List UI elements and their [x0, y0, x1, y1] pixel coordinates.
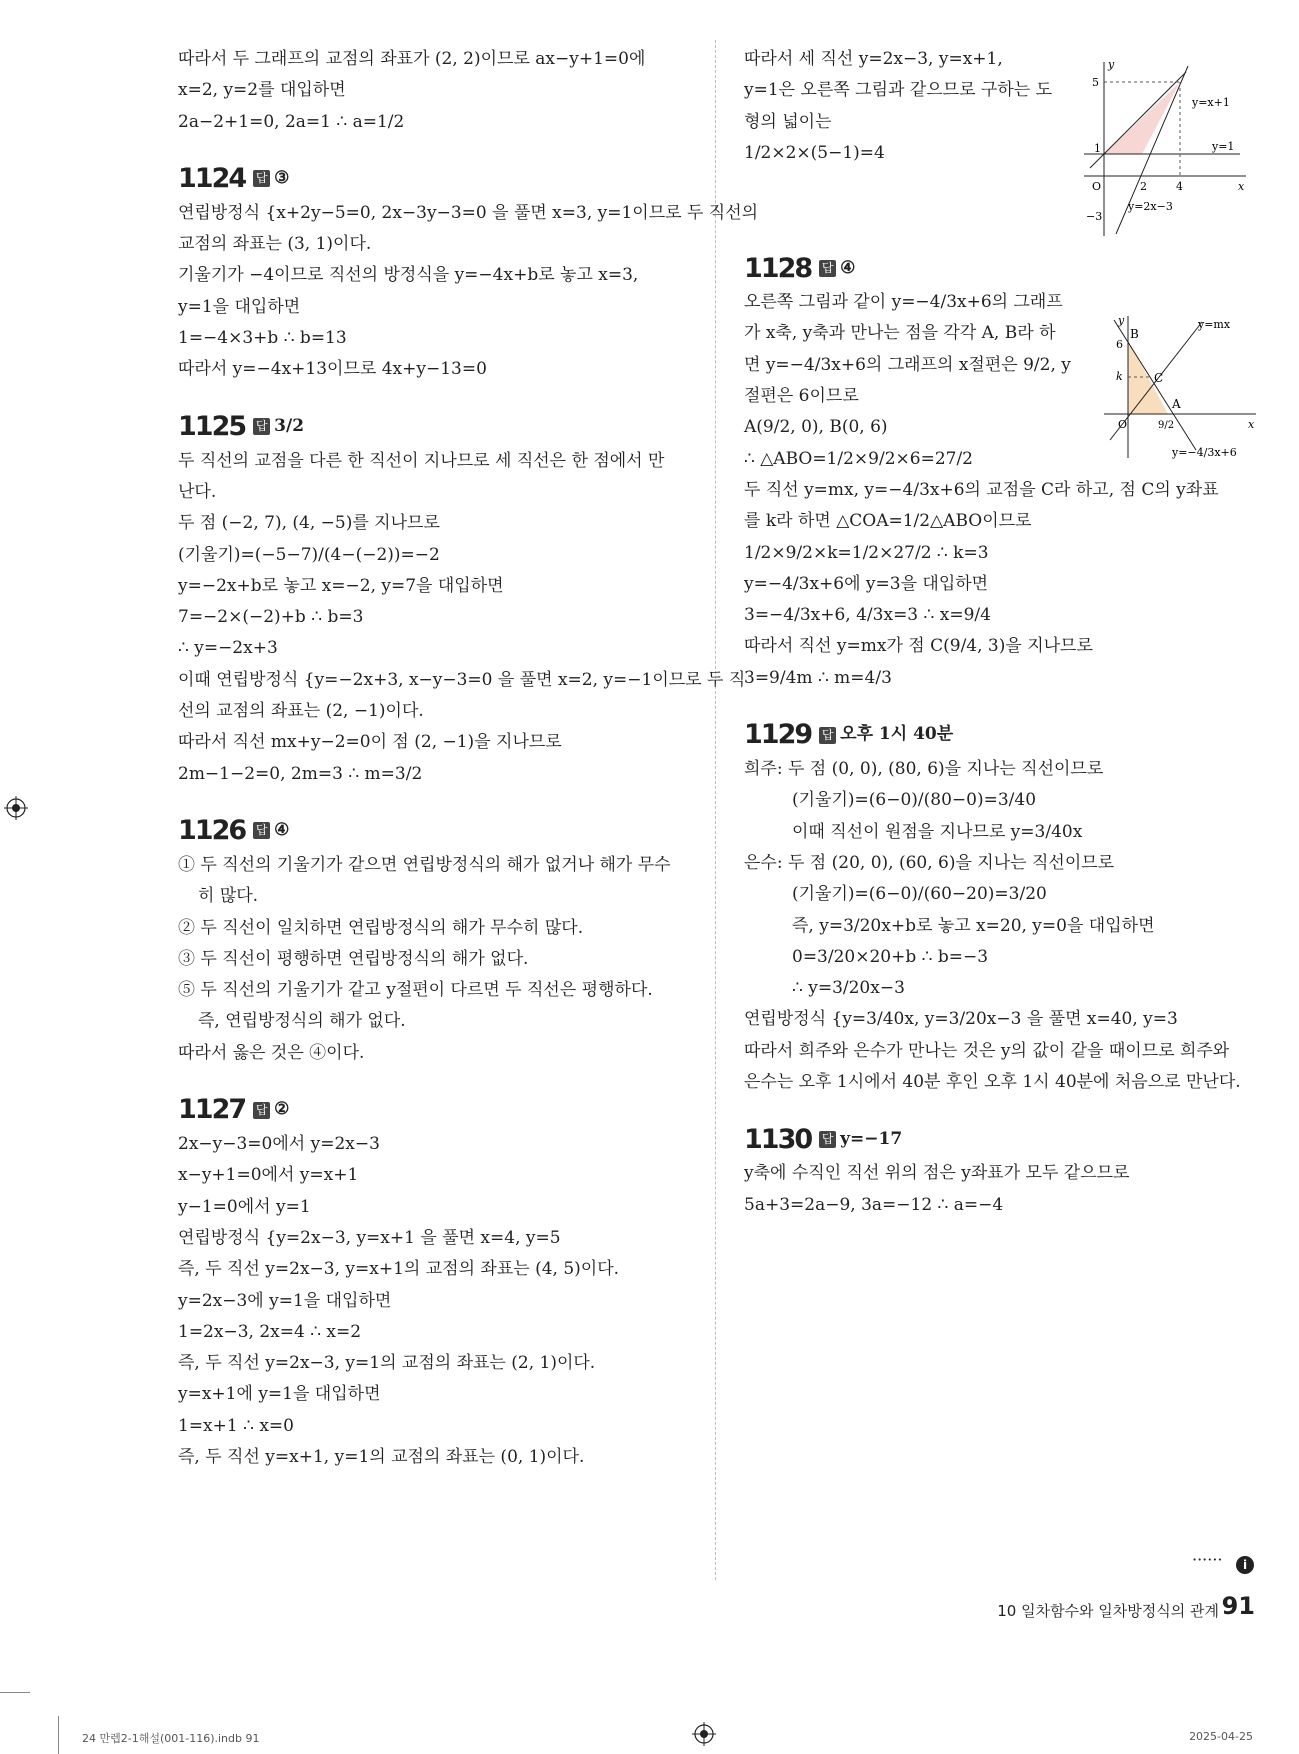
answer-value: ② [274, 1099, 290, 1120]
text-line: 난다. [178, 481, 217, 502]
text-line: ① 두 직선의 기울기가 같으면 연립방정식의 해가 없거나 해가 무수 [178, 854, 671, 875]
text-line: y=1을 대입하면 [178, 296, 301, 317]
fig-label: x [1248, 418, 1255, 431]
text-line: 즉, y=3/20x+b로 놓고 x=20, y=0을 대입하면 [792, 915, 1155, 936]
text-line: 은수: 두 점 (20, 0), (60, 6)을 지나는 직선이므로 [744, 852, 1115, 873]
problem-header-1129 [744, 716, 1256, 754]
registration-mark-icon [692, 1722, 716, 1746]
problem-number: 1128 [744, 252, 812, 284]
rule [58, 1716, 59, 1754]
fig-label: 5 [1092, 76, 1099, 89]
answer-badge: 답 [819, 727, 836, 744]
text-line: ∴ △ABO=1/2×9/2×6=27/2 [744, 448, 974, 469]
fig-label: 2 [1140, 180, 1147, 193]
text-line: 따라서 옳은 것은 ④이다. [178, 1042, 365, 1063]
answer-value: 3/2 [274, 416, 305, 437]
fig-label: O [1118, 418, 1128, 431]
problem-header-1125 [178, 408, 688, 446]
text-line: 따라서 y=−4x+13이므로 4x+y−13=0 [178, 359, 487, 380]
fig-label: x [1238, 180, 1245, 193]
text-line: 선의 교점의 좌표는 (2, −1)이다. [178, 701, 424, 722]
answer-value: ③ [274, 168, 290, 189]
text-line: ∴ y=3/20x−3 [792, 978, 905, 999]
text-line: 따라서 두 그래프의 교점의 좌표가 (2, 2)이므로 ax−y+1=0에 [178, 49, 646, 69]
fig-label: y=x+1 [1192, 96, 1230, 109]
text-line: 3=9/4m ∴ m=4/3 [744, 667, 892, 688]
problem-header-1130 [744, 1120, 1256, 1158]
answer-badge: 답 [253, 822, 270, 839]
answer-value: 오후 1시 40분 [840, 724, 954, 745]
text-line: 따라서 직선 mx+y−2=0이 점 (2, −1)을 지나므로 [178, 732, 562, 753]
text-line: x=2, y=2를 대입하면 [178, 80, 346, 101]
print-date: 2025-04-25 [1189, 1730, 1253, 1743]
text-line: 절편은 6이므로 [744, 386, 859, 407]
problem-number: 1125 [178, 411, 246, 443]
text-line: 기울기가 −4이므로 직선의 방정식을 y=−4x+b로 놓고 x=3, [178, 265, 639, 286]
problem-header-1127 [178, 1091, 688, 1129]
fig-label: y=1 [1212, 140, 1235, 153]
continuation-marker: ······ [1192, 1550, 1223, 1569]
text-line: 두 직선 y=mx, y=−4/3x+6의 교점을 C라 하고, 점 C의 y좌표 [744, 479, 1219, 500]
fig-label: y [1108, 58, 1115, 71]
text-line: 1=2x−3, 2x=4 ∴ x=2 [178, 1321, 362, 1342]
text-line: 즉, 두 직선 y=x+1, y=1의 교점의 좌표는 (0, 1)이다. [178, 1446, 585, 1467]
text-line: y축에 수직인 직선 위의 점은 y좌표가 모두 같으므로 [744, 1163, 1130, 1184]
fig-label: k [1116, 370, 1123, 383]
fig-label: B [1130, 327, 1139, 341]
text-line: 교점의 좌표는 (3, 1)이다. [178, 234, 372, 255]
text-line: 희주: 두 점 (0, 0), (80, 6)을 지나는 직선이므로 [744, 759, 1104, 780]
problem-number: 1129 [744, 719, 812, 751]
fig-label: 1 [1094, 142, 1101, 155]
text-line: 히 많다. [198, 886, 259, 907]
answer-badge: 답 [819, 260, 836, 277]
text-line: 1/2×9/2×k=1/2×27/2 ∴ k=3 [744, 542, 989, 563]
text-line: 2a−2+1=0, 2a=1 ∴ a=1/2 [178, 111, 405, 132]
text-line: (기울기)=(−5−7)/(4−(−2))=−2 [178, 544, 440, 565]
text-line: 3=−4/3x+6, 4/3x=3 ∴ x=9/4 [744, 605, 991, 626]
fig-label: y=−4/3x+6 [1172, 446, 1237, 459]
text-line: 5a+3=2a−9, 3a=−12 ∴ a=−4 [744, 1194, 1004, 1215]
text-line: 를 k라 하면 △COA=1/2△ABO이므로 [744, 511, 1032, 532]
figure-1128 [1100, 312, 1260, 462]
text-line: 1/2×2×(5−1)=4 [744, 142, 885, 163]
text-line: 이때 직선이 원점을 지나므로 y=3/40x [792, 821, 1083, 842]
answer-badge: 답 [253, 418, 270, 435]
text-line: 따라서 희주와 은수가 만나는 것은 y의 값이 같을 때이므로 희주와 [744, 1040, 1230, 1061]
text-line: 은수는 오후 1시에서 40분 후인 오후 1시 40분에 처음으로 만난다. [744, 1072, 1241, 1093]
problem-number: 1130 [744, 1123, 812, 1155]
problem-header-1126 [178, 812, 688, 850]
fig-label: −3 [1086, 210, 1103, 223]
text-line: 1=x+1 ∴ x=0 [178, 1415, 294, 1436]
info-icon: i [1236, 1556, 1254, 1574]
text-line: 따라서 직선 y=mx가 점 C(9/4, 3)을 지나므로 [744, 636, 1093, 657]
text-line: y=−4/3x+6에 y=3을 대입하면 [744, 573, 989, 594]
chapter-title: 10 일차함수와 일차방정식의 관계 [997, 1602, 1219, 1620]
text-line: 1=−4×3+b ∴ b=13 [178, 328, 347, 349]
fig-label: y [1118, 314, 1125, 327]
print-file-info: 24 만렙2-1해설(001-116).indb 91 [82, 1732, 260, 1745]
text-line: 면 y=−4/3x+6의 그래프의 x절편은 9/2, y [744, 354, 1071, 375]
text-line: ⑤ 두 직선의 기울기가 같고 y절편이 다르면 두 직선은 평행하다. [178, 980, 653, 1001]
answer-value: ④ [840, 257, 856, 278]
problem-number: 1127 [178, 1094, 246, 1126]
text-line: 이때 연립방정식 {y=−2x+3, x−y−3=0 을 풀면 x=2, y=−1이므로 두 직 [178, 669, 746, 690]
problem-header-1128 [744, 249, 1256, 287]
text-line: 연립방정식 {y=2x−3, y=x+1 을 풀면 x=4, y=5 [178, 1227, 561, 1248]
column-divider [715, 40, 716, 1580]
text-line: 2m−1−2=0, 2m=3 ∴ m=3/2 [178, 763, 423, 784]
text-line: y=−2x+b로 놓고 x=−2, y=7을 대입하면 [178, 575, 504, 596]
text-line: ∴ y=−2x+3 [178, 638, 278, 659]
text-line: ③ 두 직선이 평행하면 연립방정식의 해가 없다. [178, 948, 529, 969]
text-line: 즉, 두 직선 y=2x−3, y=1의 교점의 좌표는 (2, 1)이다. [178, 1353, 596, 1374]
text-line: y=1은 오른쪽 그림과 같으므로 구하는 도 [744, 80, 1053, 101]
text-line: 7=−2×(−2)+b ∴ b=3 [178, 607, 364, 628]
text-line: y−1=0에서 y=1 [178, 1196, 311, 1217]
fig-label: O [1092, 180, 1102, 193]
text-line: 두 직선의 교점을 다른 한 직선이 지나므로 세 직선은 한 점에서 만 [178, 450, 665, 471]
figure-1127 [1080, 58, 1250, 238]
fig-label: 9/2 [1158, 420, 1175, 431]
answer-value: ④ [274, 820, 290, 841]
text-line: 형의 넓이는 [744, 111, 832, 132]
text-line: 0=3/20×20+b ∴ b=−3 [792, 946, 989, 967]
text-line: (기울기)=(6−0)/(60−20)=3/20 [792, 884, 1047, 905]
text-line: 두 점 (−2, 7), (4, −5)를 지나므로 [178, 513, 440, 534]
text-line: 즉, 연립방정식의 해가 없다. [198, 1011, 406, 1032]
answer-badge: 답 [253, 170, 270, 187]
text-line: 따라서 세 직선 y=2x−3, y=x+1, [744, 49, 1003, 69]
problem-number: 1126 [178, 815, 246, 847]
text-line: 즉, 두 직선 y=2x−3, y=x+1의 교점의 좌표는 (4, 5)이다. [178, 1259, 620, 1280]
page-number: 91 [1221, 1592, 1255, 1620]
problem-number: 1124 [178, 163, 246, 195]
problem-header-1124 [178, 160, 688, 198]
text-line: x−y+1=0에서 y=x+1 [178, 1165, 359, 1186]
text-line: 2x−y−3=0에서 y=2x−3 [178, 1134, 380, 1155]
left-column [178, 44, 759, 1473]
text-line: (기울기)=(6−0)/(80−0)=3/40 [792, 790, 1037, 811]
text-line: A(9/2, 0), B(0, 6) [744, 417, 888, 438]
fig-label: y=2x−3 [1128, 200, 1173, 213]
answer-badge: 답 [819, 1131, 836, 1148]
text-line: 오른쪽 그림과 같이 y=−4/3x+6의 그래프 [744, 292, 1063, 313]
fig-label: 4 [1176, 180, 1183, 193]
registration-mark-icon [4, 796, 28, 820]
text-line: y=2x−3에 y=1을 대입하면 [178, 1290, 392, 1311]
fig-label: C [1154, 371, 1164, 385]
answer-value: y=−17 [840, 1128, 903, 1149]
text-line: y=x+1에 y=1을 대입하면 [178, 1384, 381, 1405]
fig-label: A [1172, 397, 1181, 411]
text-line: 연립방정식 {x+2y−5=0, 2x−3y−3=0 을 풀면 x=3, y=1이므로 두 직선의 [178, 202, 759, 223]
answer-badge: 답 [253, 1102, 270, 1119]
fig-label: 6 [1116, 338, 1123, 351]
text-line: 가 x축, y축과 만나는 점을 각각 A, B라 하 [744, 323, 1056, 344]
text-line: ② 두 직선이 일치하면 연립방정식의 해가 무수히 많다. [178, 917, 584, 938]
text-line: 연립방정식 {y=3/40x, y=3/20x−3 을 풀면 x=40, y=3 [744, 1009, 1178, 1030]
rule [0, 1692, 30, 1693]
fig-label: y=mx [1198, 318, 1231, 331]
